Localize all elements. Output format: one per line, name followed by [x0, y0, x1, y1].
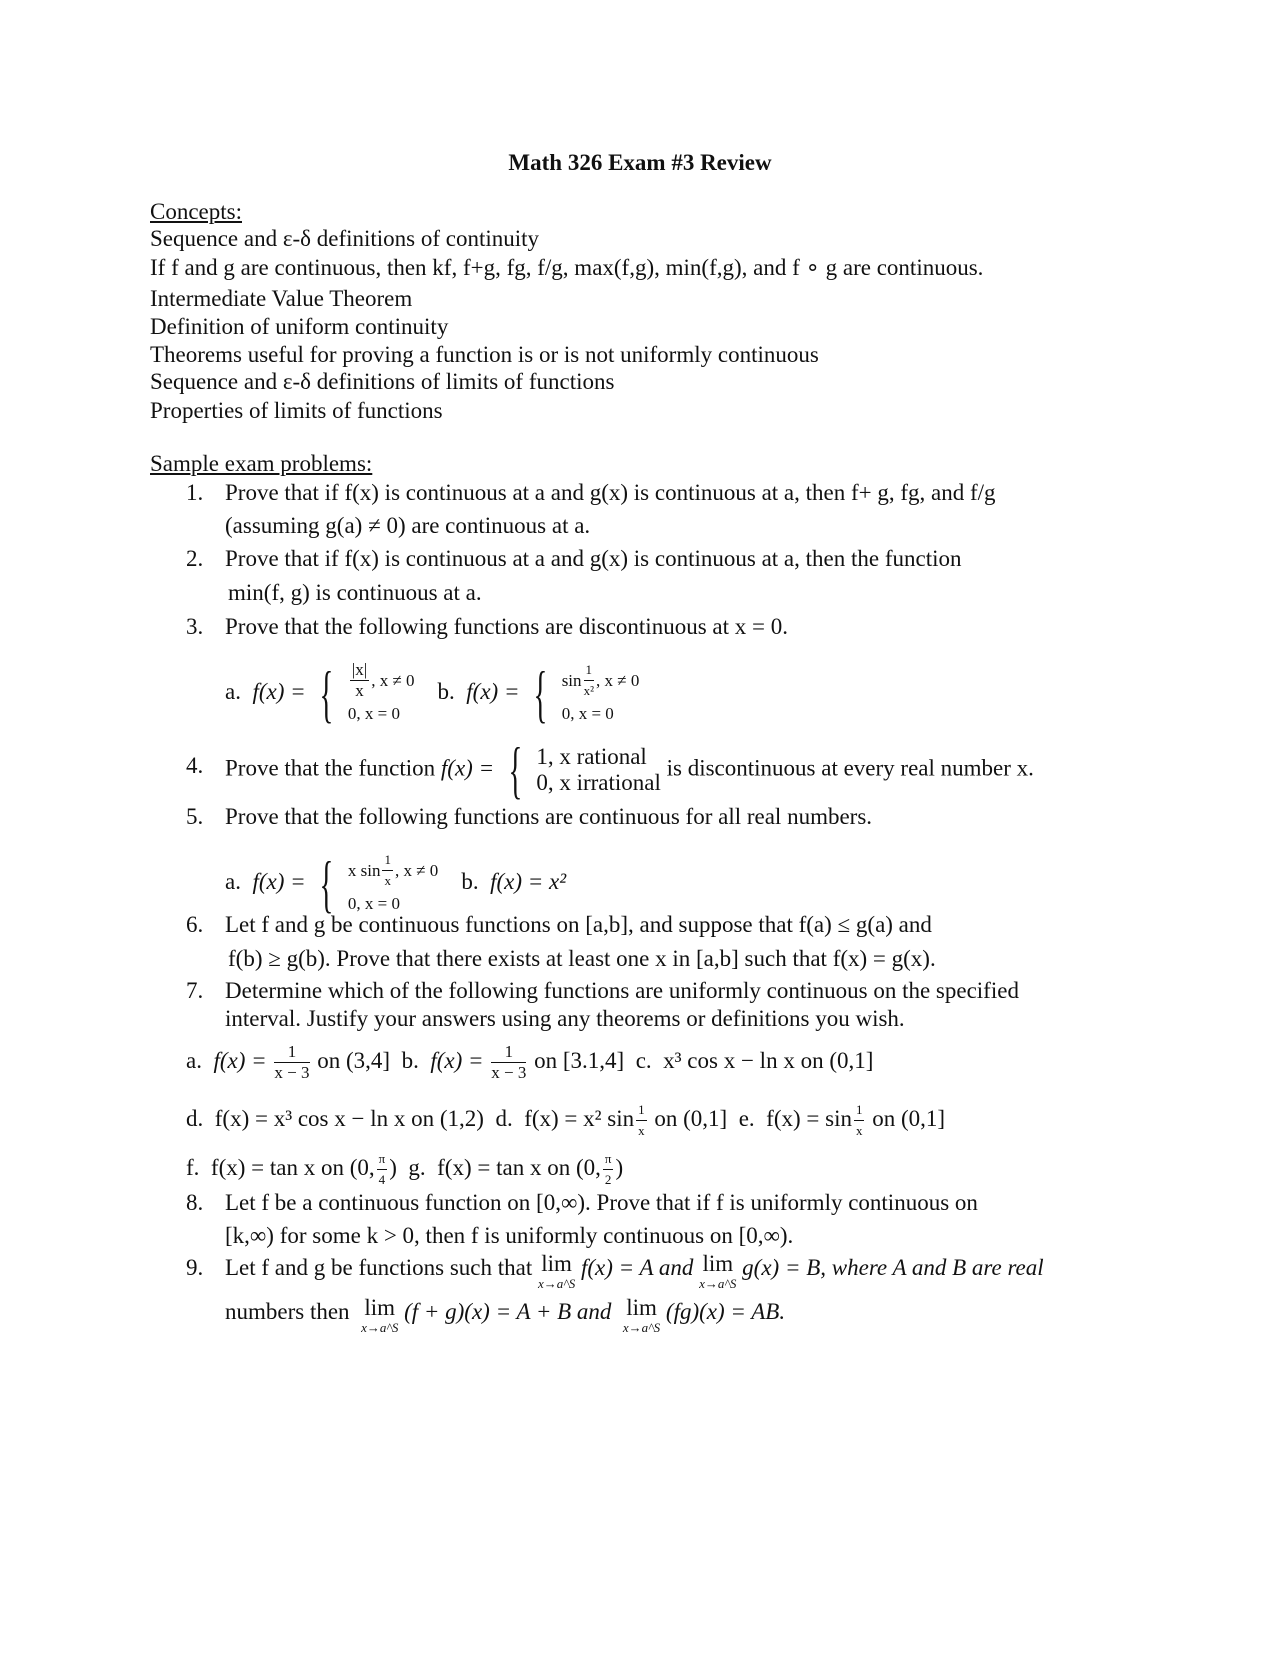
concept-item: Properties of limits of functions: [150, 398, 443, 423]
concept-item: Theorems useful for proving a function is or is not uniformly continuous: [150, 342, 819, 367]
concept-item: Definition of uniform continuity: [150, 314, 449, 339]
problem-7-row3: f. f(x) = tan x on (0, $\frac{\pi}{4}$ ) g. f(x) = tan x on (0, $\frac{\pi}{2}$ ): [186, 1151, 624, 1187]
concepts-heading: Concepts:: [150, 199, 242, 224]
problem-7-row2: d. f(x) = x³ cos x − ln x on (1,2) d. f(x) = x² sin $\frac{1}{x}$ on (0,1] e. f(x) = sin $\frac{1}{x}$ on (0,1]: [186, 1102, 946, 1138]
brace: {: [508, 734, 523, 805]
problem-7-row1: a. f(x) = $\frac{1}{x - 3}$ on (3,4] b. f(x) = $\frac{1}{x - 3}$ on [3.1,4] c. x³ cos x − ln x on (0,1]: [186, 1042, 874, 1082]
concept-item: Sequence and ε-δ definitions of continuity: [150, 226, 540, 251]
problem-2-line2: min(f, g) is continuous at a.: [228, 580, 482, 605]
brace: {: [319, 847, 334, 919]
brace: {: [533, 657, 548, 729]
brace: {: [319, 657, 334, 729]
problem-9-line2: numbers then lim x→a^S (f + g)(x) = A + B and lim x→a^S (fg)(x) = AB.: [225, 1295, 786, 1335]
page-title: Math 326 Exam #3 Review: [508, 150, 772, 175]
problem-1-line2: (assuming g(a) ≠ 0) are continuous at a.: [225, 513, 591, 538]
problem-6-line2: f(b) ≥ g(b). Prove that there exists at least one x in [a,b] such that f(x) = g(x).: [228, 946, 936, 971]
concept-item: Sequence and ε-δ definitions of limits of functions: [150, 369, 615, 394]
problem-5-parts: a. f(x) = { x sin $\frac{1}{x}$ , x ≠ 0 0, x = 0 b. f(x) = x²: [225, 847, 567, 919]
document-page: Math 326 Exam #3 Review Concepts: Sequence and ε-δ definitions of continuity If f and g are continuous, then kf, f+g, fg, f/g, max(f,g), min(f,g), and f ∘ g are continuous. Intermediate Value Theorem Definition of uniform continuity Theorems useful for proving a function is or is not uniformly continuous Sequence and ε-δ definitions of limits of functions Properties of limits of functions Sample exam problems: 1. Prove that if f(x) is continuous at a and g(x) is continuous at a, then f+ g, fg, and f/g (assuming g(a) ≠ 0) are continuous at a. 2. Prove that if f(x) is continuous at a and g(x) is continuous at a, then the function min(f, g) is continuous at a. 3. Prove that the following functions are discontinuous at x = 0. a. f(x) = { $\frac{|x|}{x}$ , x ≠ 0 0, x = 0 b. f(x) = { sin $\frac{1}{\text{x²}}$ , x ≠ 0 0, x = 0 4. Prove that the function f(x) = { 1, x rational 0, x irrational is discontinuous at every real number x. 5. Prove that the following functions are continuous for all real numbers. a. f(x) = { x sin $\frac{1}{x}$ , x ≠ 0 0, x = 0 b. f(x) = x² 6. Let f and g be continuous functions on [a,b], and suppose that f(a) ≤ g(a) and f(b) ≥ g(b). Prove that there exists at least one x in [a,b] such that f(x) = g(x). 7. Determine which of the following functions are uniformly continuous on the specified interval. Justify your answers using any theorems or definitions you wish. a. f(x) = $\frac{1}{x - 3}$ on (3,4] b. f(x) = $\frac{1}{x - 3}$ on [3.1,4] c. x³ cos x − ln x on (0,1] d. f(x) = x³ cos x − ln x on (1,2) d. f(x) = x² sin $\frac{1}{x}$ on (0,1] e. f(x) = sin $\frac{1}{x}$ on (0,1] f. f(x) = tan x on (0, $\frac{\pi}{4}$ ) g. f(x) = tan x on (0, $\frac{\pi}{2}$ ) 8. Let f be a continuous function on [0,∞). Prove that if f is uniformly continuous on [k,∞) for some k > 0, then f is uniformly continuous on [0,∞). 9. Let f and g be functions such that lim x→a^S f(x) = A and lim x→a^S g(x) = B, where A and B are real numbers then lim x→a^S (f + g)(x) = A + B and lim x→a^S (fg)(x) = AB.: [0, 0, 1280, 1656]
sample-heading: Sample exam problems:: [150, 451, 373, 476]
problem-7-line2: interval. Justify your answers using any theorems or definitions you wish.: [225, 1006, 905, 1031]
problem-3-parts: a. f(x) = { $\frac{|x|}{x}$ , x ≠ 0 0, x = 0 b. f(x) = { sin $\frac{1}{\text{x²}}$ , x ≠ 0 0, x = 0: [225, 657, 640, 729]
concept-item: Intermediate Value Theorem: [150, 286, 413, 311]
concept-item: If f and g are continuous, then kf, f+g, fg, f/g, max(f,g), min(f,g), and f ∘ g are continuous.: [150, 255, 984, 280]
problem-8-line2: [k,∞) for some k > 0, then f is uniformly continuous on [0,∞).: [225, 1223, 794, 1248]
